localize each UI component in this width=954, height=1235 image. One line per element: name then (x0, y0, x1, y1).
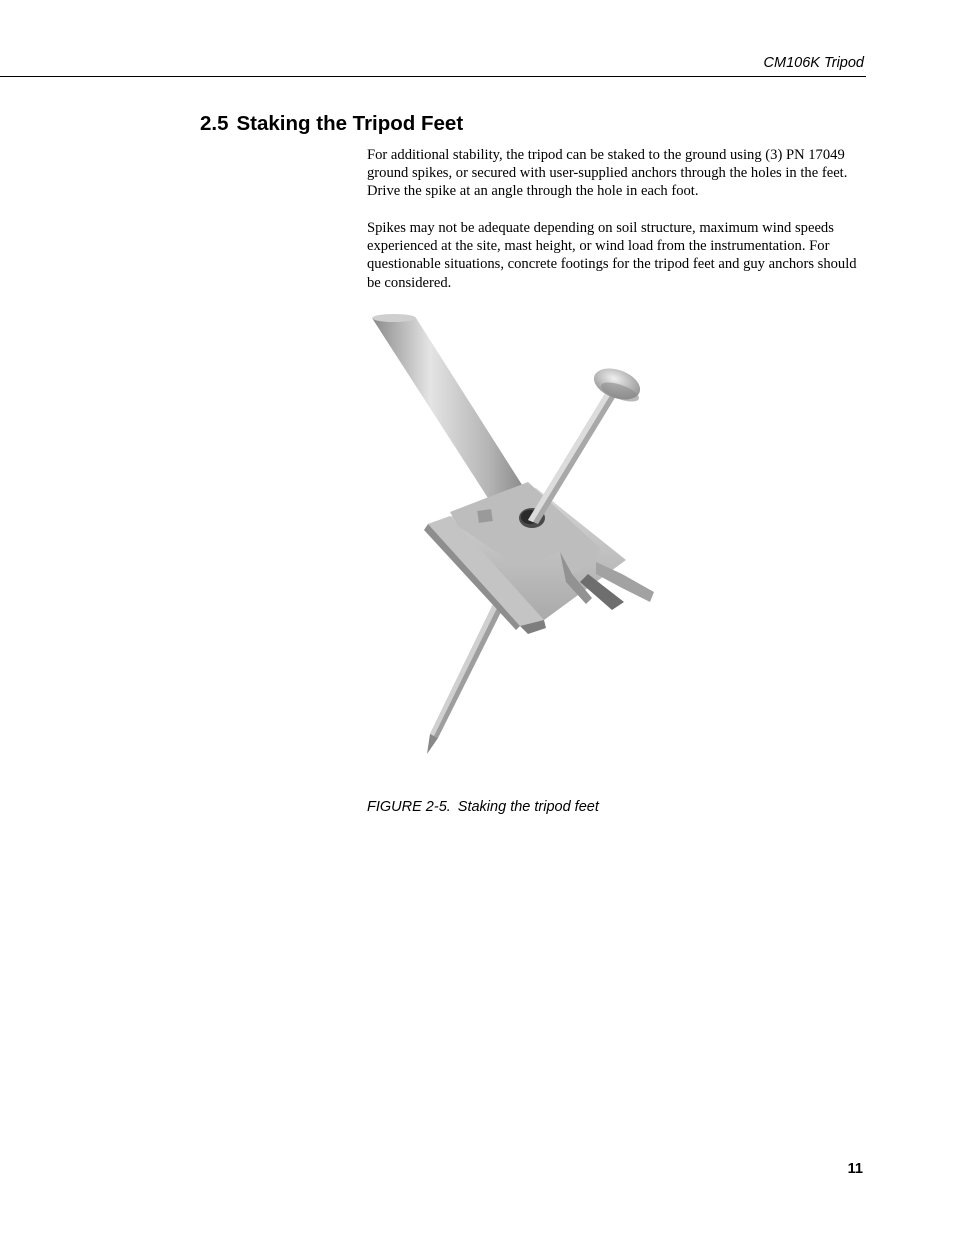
page-number: 11 (847, 1161, 863, 1177)
figure-caption (367, 799, 599, 815)
spike-lower-shaft (427, 594, 508, 754)
section-heading (200, 112, 463, 136)
figure-caption-text: Staking the tripod feet (457, 799, 599, 815)
paragraph-additional-stability: For additional stability, the tripod can be staked to the ground using (3) PN 17049 ground spikes, or secured with user-supplied anchors through the holes in the feet. Drive the spike at an angle through the hole in each foot. (367, 147, 848, 200)
spike-head (590, 363, 645, 406)
figure-label: FIGURE 2-5. (367, 799, 451, 815)
section-number: 2.5 (200, 112, 229, 135)
spike-upper-shaft (528, 392, 616, 524)
paragraph-spike-adequacy: Spikes may not be adequate depending on soil structure, maximum wind speeds experienced at the site, mast height, or wind load from the instrumentation. For questionable situations, concrete footings for the tripod feet and guy anchors should be considered. (367, 220, 857, 291)
header-rule (0, 76, 866, 77)
section-title: Staking the Tripod Feet (236, 112, 464, 135)
running-header: CM106K Tripod (763, 55, 864, 71)
tripod-foot-spike-illustration (360, 312, 670, 762)
